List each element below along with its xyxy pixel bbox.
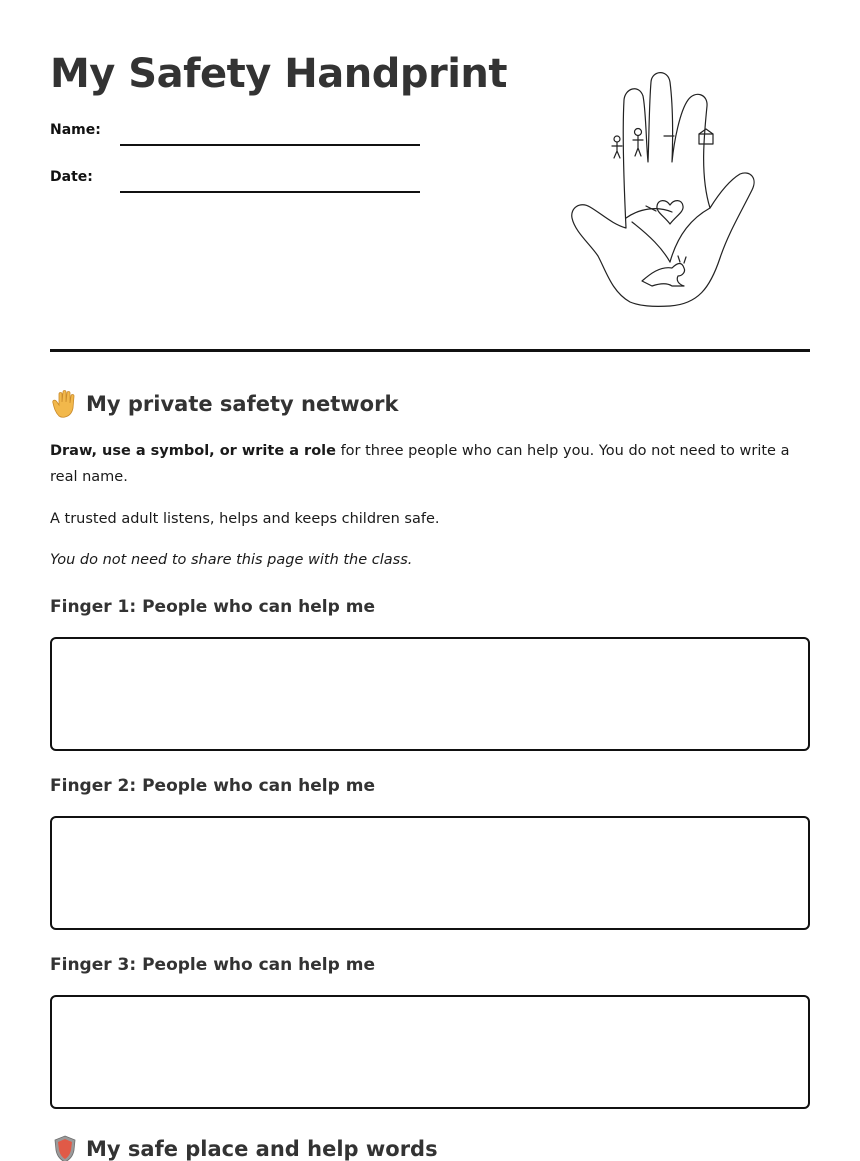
section-divider <box>50 349 810 352</box>
name-field-row <box>50 120 430 150</box>
instruction-rest: for three people who can help you. You do not need to write a real name. <box>50 443 790 485</box>
name-line[interactable] <box>120 144 420 146</box>
section-heading-safety-network <box>50 390 398 418</box>
privacy-note: You do not need to share this page with the class. <box>50 552 413 568</box>
section-heading-text: My safe place and help words <box>86 1137 438 1161</box>
finger-3-answer-box[interactable] <box>50 995 810 1109</box>
date-line[interactable] <box>120 191 420 193</box>
shield-icon <box>50 1135 80 1161</box>
section-heading-text: My private safety network <box>86 392 399 416</box>
date-field-row <box>50 167 430 197</box>
finger-2-answer-box[interactable] <box>50 816 810 930</box>
date-label: Date: <box>50 169 93 185</box>
finger-3-heading: Finger 3: People who can help me <box>50 955 375 975</box>
section-heading-safe-place <box>50 1135 438 1161</box>
page-title: My Safety Handprint <box>50 51 508 97</box>
raised-hand-icon <box>50 390 80 418</box>
trusted-adult-text: A trusted adult listens, helps and keeps children safe. <box>50 511 440 527</box>
finger-1-answer-box[interactable] <box>50 637 810 751</box>
instruction-bold: Draw, use a symbol, or write a role <box>50 443 336 459</box>
finger-1-heading: Finger 1: People who can help me <box>50 597 375 617</box>
instruction-paragraph <box>50 438 810 490</box>
finger-2-heading: Finger 2: People who can help me <box>50 776 375 796</box>
name-label: Name: <box>50 122 101 138</box>
handprint-drawing <box>560 66 760 311</box>
